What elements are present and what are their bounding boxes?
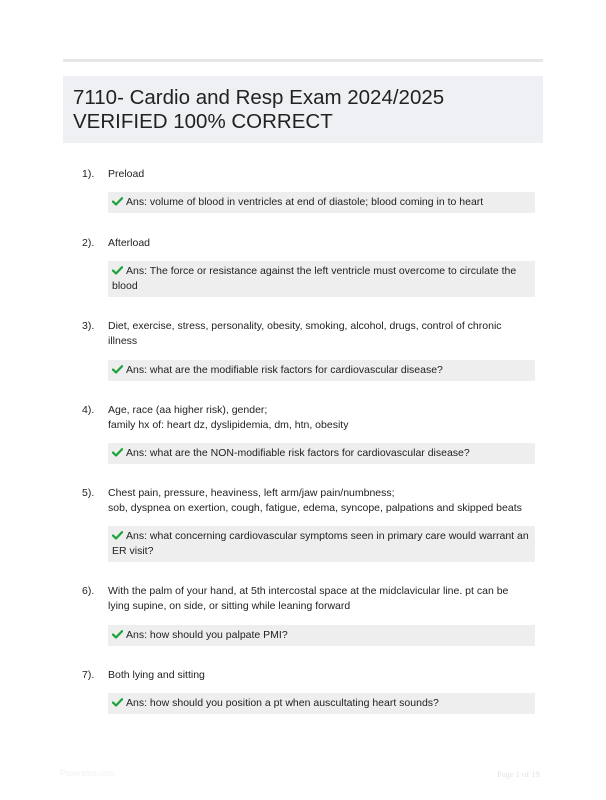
question-number: 1). [82, 168, 95, 180]
question-text-line: family hx of: heart dz, dyslipidemia, dm, htn, obesity [108, 419, 349, 431]
question-text: Preload [108, 168, 145, 180]
title-line-2: VERIFIED 100% CORRECT [73, 110, 333, 133]
answer-box-3 [108, 360, 535, 381]
question-number: 4). [82, 404, 95, 416]
check-icon [112, 698, 123, 707]
title-banner [63, 76, 543, 143]
answer-box-2 [108, 261, 535, 297]
question-text [108, 486, 548, 516]
question-number: 5). [82, 487, 95, 499]
answer-text: Ans: what concerning cardiovascular symptoms seen in primary care would warrant an ER visit? [112, 530, 529, 557]
question-text [108, 403, 528, 433]
answer-text: Ans: how should you position a pt when auscultating heart sounds? [126, 697, 439, 709]
check-icon [112, 365, 123, 374]
question-text-line: Chest pain, pressure, heaviness, left arm/jaw pain/numbness; [108, 487, 395, 499]
answer-text: Ans: volume of blood in ventricles at end of diastole; blood coming in to heart [126, 196, 484, 208]
question-number: 2). [82, 237, 95, 249]
question-number: 7). [82, 669, 95, 681]
document-title [73, 86, 533, 134]
question-text: Diet, exercise, stress, personality, obesity, smoking, alcohol, drugs, control of chronic illness [108, 320, 502, 347]
check-icon [112, 531, 123, 540]
page-number: Page 1 of 19 [497, 769, 540, 779]
answer-text: Ans: The force or resistance against the left ventricle must overcome to circulate the blood [112, 265, 517, 292]
answer-text: Ans: what are the NON-modifiable risk factors for cardiovascular disease? [126, 447, 470, 459]
question-text-line: Age, race (aa higher risk), gender; [108, 404, 268, 416]
footer-watermark: Papertribe.com [60, 769, 115, 778]
check-icon [112, 197, 123, 206]
answer-text: Ans: how should you palpate PMI? [126, 629, 288, 641]
check-icon [112, 266, 123, 275]
question-text: With the palm of your hand, at 5th intercostal space at the midclavicular line. pt can be lying supine, on side, or sitting while leaning forward [108, 585, 509, 612]
answer-box-1 [108, 192, 535, 213]
answer-box-7 [108, 693, 535, 714]
answer-text: Ans: what are the modifiable risk factors for cardiovascular disease? [126, 364, 443, 376]
answer-box-4 [108, 443, 535, 464]
check-icon [112, 448, 123, 457]
answer-box-5 [108, 526, 535, 562]
question-number: 3). [82, 320, 95, 332]
answer-box-6 [108, 625, 535, 646]
top-divider [63, 59, 543, 62]
question-text-line: sob, dyspnea on exertion, cough, fatigue, edema, syncope, palpations and skipped beats [108, 502, 522, 514]
check-icon [112, 630, 123, 639]
question-text: Both lying and sitting [108, 669, 205, 681]
title-line-1: 7110- Cardio and Resp Exam 2024/2025 [73, 86, 445, 109]
question-number: 6). [82, 585, 95, 597]
question-text: Afterload [108, 237, 151, 249]
